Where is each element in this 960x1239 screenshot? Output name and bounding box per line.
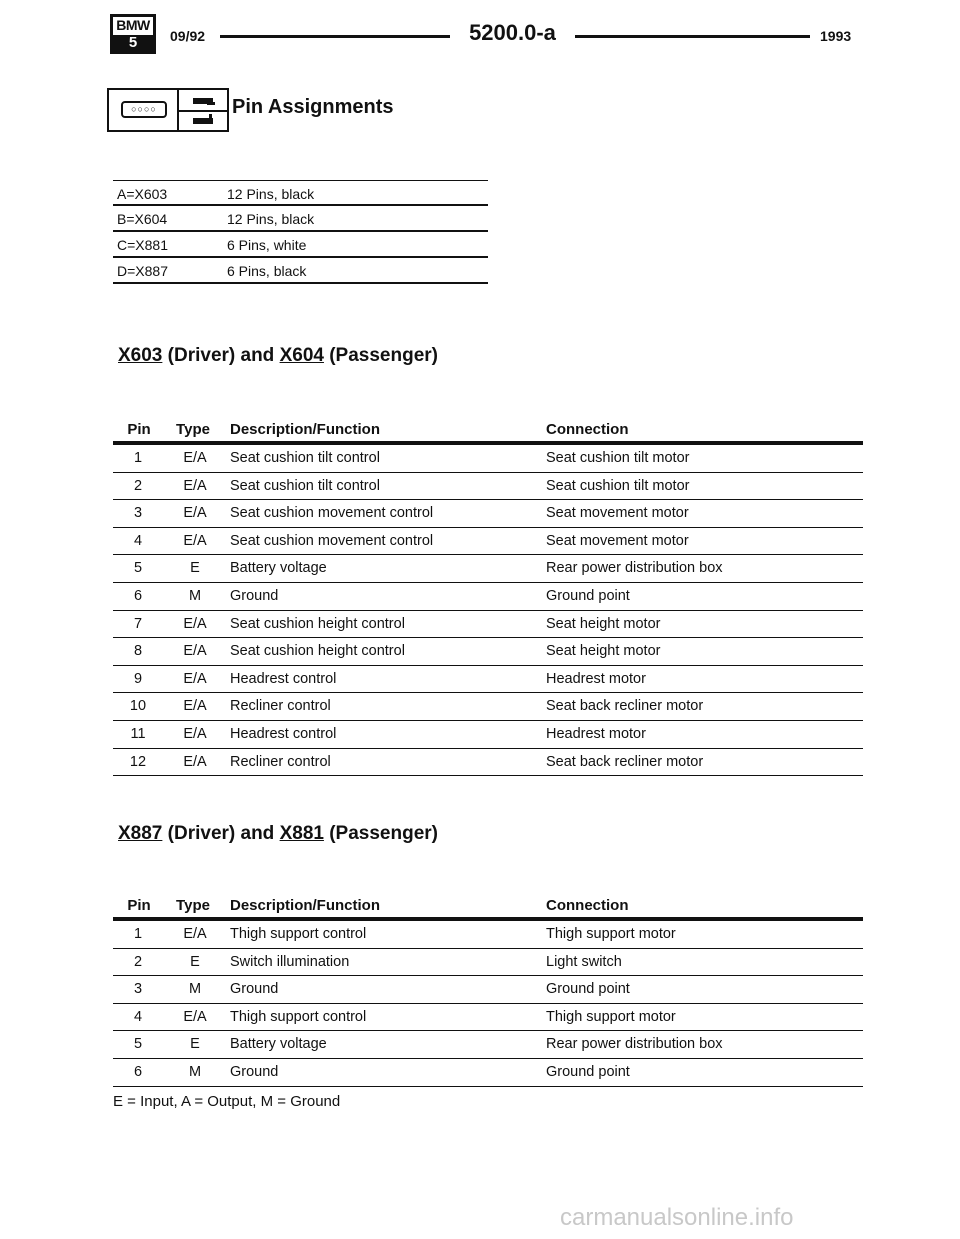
pin-cell: 12 bbox=[129, 753, 147, 770]
description-cell: Ground bbox=[230, 981, 279, 998]
pin-cell: 2 bbox=[133, 953, 143, 970]
table-body bbox=[113, 445, 863, 776]
pin-cell: 2 bbox=[133, 477, 143, 494]
description-cell: Battery voltage bbox=[230, 1036, 327, 1053]
description-cell: Headrest control bbox=[230, 725, 337, 742]
table2-heading-connector-b: X881 bbox=[279, 823, 324, 844]
type-cell: E/A bbox=[183, 698, 207, 715]
connector-id: B=X604 bbox=[117, 211, 168, 227]
description-cell: Ground bbox=[230, 1063, 279, 1080]
table-row bbox=[113, 1059, 863, 1087]
table-row bbox=[113, 500, 863, 528]
description-cell: Headrest control bbox=[230, 670, 337, 687]
connection-cell: Headrest motor bbox=[546, 725, 646, 742]
connection-cell: Thigh support motor bbox=[546, 926, 676, 942]
table-row bbox=[113, 666, 863, 694]
col-header-pin: Pin bbox=[127, 421, 151, 438]
pin-cell: 7 bbox=[133, 615, 143, 632]
type-cell: E/A bbox=[183, 926, 207, 942]
connector-desc: 6 Pins, black bbox=[227, 263, 307, 279]
connection-cell: Seat back recliner motor bbox=[546, 753, 704, 770]
connector-summary-table bbox=[113, 180, 488, 284]
table-row bbox=[113, 528, 863, 556]
type-cell: E/A bbox=[183, 532, 207, 549]
table-row bbox=[113, 611, 863, 639]
description-cell: Thigh support control bbox=[230, 926, 367, 942]
connection-cell: Rear power distribution box bbox=[546, 1036, 723, 1053]
pin-cell: 9 bbox=[133, 670, 143, 687]
type-cell: E/A bbox=[183, 450, 207, 466]
connection-cell: Seat cushion tilt motor bbox=[546, 477, 690, 494]
logo-bottom-text: 5 bbox=[113, 35, 153, 51]
pin-cell: 11 bbox=[130, 725, 146, 742]
table-row bbox=[113, 976, 863, 1004]
table-row bbox=[113, 445, 863, 473]
col-header-desc: Description/Function bbox=[230, 421, 380, 438]
connector-desc: 12 Pins, black bbox=[227, 211, 315, 227]
connector-row bbox=[113, 180, 488, 206]
description-cell: Seat cushion tilt control bbox=[230, 477, 380, 494]
connection-cell: Thigh support motor bbox=[546, 1008, 676, 1025]
type-cell: E bbox=[190, 560, 200, 577]
description-cell: Seat cushion movement control bbox=[230, 505, 434, 522]
type-cell: E bbox=[190, 1036, 200, 1053]
description-cell: Seat cushion height control bbox=[230, 615, 405, 632]
header-rule-right bbox=[575, 35, 810, 38]
connector-icon bbox=[107, 88, 179, 132]
table-row bbox=[113, 1031, 863, 1059]
header-rule-left bbox=[220, 35, 450, 38]
table2-heading-connector-a: X887 bbox=[118, 823, 163, 844]
connector-plug-graphic: ○○○○ bbox=[121, 101, 167, 118]
table-row bbox=[113, 721, 863, 749]
table-row bbox=[113, 1004, 863, 1032]
col-header-pin: Pin bbox=[127, 897, 151, 914]
type-cell: E/A bbox=[183, 477, 207, 494]
table-row bbox=[113, 555, 863, 583]
pin-cell: 8 bbox=[133, 643, 143, 660]
connection-cell: Light switch bbox=[546, 953, 622, 970]
pin-cell: 4 bbox=[133, 1008, 143, 1025]
description-cell: Battery voltage bbox=[230, 560, 327, 577]
type-cell: M bbox=[188, 587, 202, 604]
pin-cell: 4 bbox=[133, 532, 143, 549]
table-row bbox=[113, 693, 863, 721]
connection-cell: Rear power distribution box bbox=[546, 560, 723, 577]
description-cell: Seat cushion tilt control bbox=[230, 450, 380, 466]
logo-top-text: BMW bbox=[116, 17, 150, 33]
pin-cell: 1 bbox=[133, 926, 143, 942]
connection-cell: Seat movement motor bbox=[546, 532, 689, 549]
description-cell: Seat cushion movement control bbox=[230, 532, 434, 549]
description-cell: Switch illumination bbox=[230, 953, 350, 970]
connection-cell: Ground point bbox=[546, 1063, 630, 1080]
pin-cell: 10 bbox=[129, 698, 147, 715]
table2-heading-end: (Passenger) bbox=[323, 823, 438, 844]
connector-id: C=X881 bbox=[117, 237, 168, 253]
col-header-desc: Description/Function bbox=[230, 897, 380, 914]
pin-table-2 bbox=[113, 895, 863, 1087]
connection-cell: Seat movement motor bbox=[546, 505, 689, 522]
pin-cell: 5 bbox=[133, 1036, 143, 1053]
description-cell: Ground bbox=[230, 587, 279, 604]
table-row bbox=[113, 583, 863, 611]
pin-assignment-icon bbox=[179, 88, 229, 132]
table-row bbox=[113, 921, 863, 949]
section-title: Pin Assignments bbox=[232, 96, 394, 118]
bmw-logo bbox=[110, 14, 156, 54]
pin-cell: 6 bbox=[133, 1063, 143, 1080]
pin-cell: 3 bbox=[133, 505, 143, 522]
section-icons bbox=[107, 88, 229, 132]
document-code: 5200.0-a bbox=[469, 20, 556, 45]
table2-heading bbox=[118, 823, 438, 845]
table-body bbox=[113, 921, 863, 1087]
type-cell: E/A bbox=[183, 505, 207, 522]
type-legend: E = Input, A = Output, M = Ground bbox=[113, 1093, 341, 1110]
description-cell: Seat cushion height control bbox=[230, 643, 405, 660]
col-header-connection: Connection bbox=[546, 421, 629, 438]
connector-row bbox=[113, 206, 488, 232]
type-cell: M bbox=[188, 1063, 202, 1080]
table1-heading-mid: (Driver) and bbox=[162, 345, 280, 366]
pin-cell: 6 bbox=[133, 587, 143, 604]
header-date: 09/92 bbox=[170, 28, 206, 44]
table2-heading-mid: (Driver) and bbox=[162, 823, 280, 844]
type-cell: E/A bbox=[183, 615, 207, 632]
type-cell: E/A bbox=[183, 725, 207, 742]
connector-id: D=X887 bbox=[117, 263, 168, 279]
table-header-row bbox=[113, 895, 863, 921]
table-row bbox=[113, 473, 863, 501]
connector-row bbox=[113, 232, 488, 258]
pin-cell: 5 bbox=[133, 560, 143, 577]
connection-cell: Ground point bbox=[546, 587, 630, 604]
table1-heading-connector-a: X603 bbox=[118, 345, 163, 366]
type-cell: E/A bbox=[183, 670, 207, 687]
type-cell: M bbox=[188, 981, 202, 998]
description-cell: Thigh support control bbox=[230, 1008, 367, 1025]
table-row bbox=[113, 638, 863, 666]
connection-cell: Seat cushion tilt motor bbox=[546, 450, 690, 466]
connector-desc: 12 Pins, black bbox=[227, 186, 315, 202]
pin-cell: 3 bbox=[133, 981, 143, 998]
type-cell: E bbox=[190, 953, 200, 970]
connection-cell: Seat height motor bbox=[546, 615, 661, 632]
col-header-connection: Connection bbox=[546, 897, 629, 914]
connector-row bbox=[113, 258, 488, 284]
connection-cell: Seat height motor bbox=[546, 643, 661, 660]
connector-desc: 6 Pins, white bbox=[227, 237, 307, 253]
connection-cell: Seat back recliner motor bbox=[546, 698, 704, 715]
description-cell: Recliner control bbox=[230, 753, 331, 770]
pin-table-1 bbox=[113, 419, 863, 776]
type-cell: E/A bbox=[183, 1008, 207, 1025]
connector-id: A=X603 bbox=[117, 186, 168, 202]
table-row bbox=[113, 749, 863, 777]
table1-heading-end: (Passenger) bbox=[323, 345, 438, 366]
page-header bbox=[110, 14, 850, 54]
table1-heading bbox=[118, 345, 438, 367]
header-year: 1993 bbox=[820, 28, 852, 44]
connection-cell: Headrest motor bbox=[546, 670, 646, 687]
table1-heading-connector-b: X604 bbox=[279, 345, 324, 366]
description-cell: Recliner control bbox=[230, 698, 331, 715]
col-header-type: Type bbox=[176, 897, 210, 914]
col-header-type: Type bbox=[176, 421, 210, 438]
table-header-row bbox=[113, 419, 863, 445]
table-row bbox=[113, 949, 863, 977]
watermark: carmanualsonline.info bbox=[560, 1204, 794, 1231]
type-cell: E/A bbox=[183, 753, 207, 770]
pin-cell: 1 bbox=[133, 450, 143, 466]
connection-cell: Ground point bbox=[546, 981, 630, 998]
type-cell: E/A bbox=[183, 643, 207, 660]
